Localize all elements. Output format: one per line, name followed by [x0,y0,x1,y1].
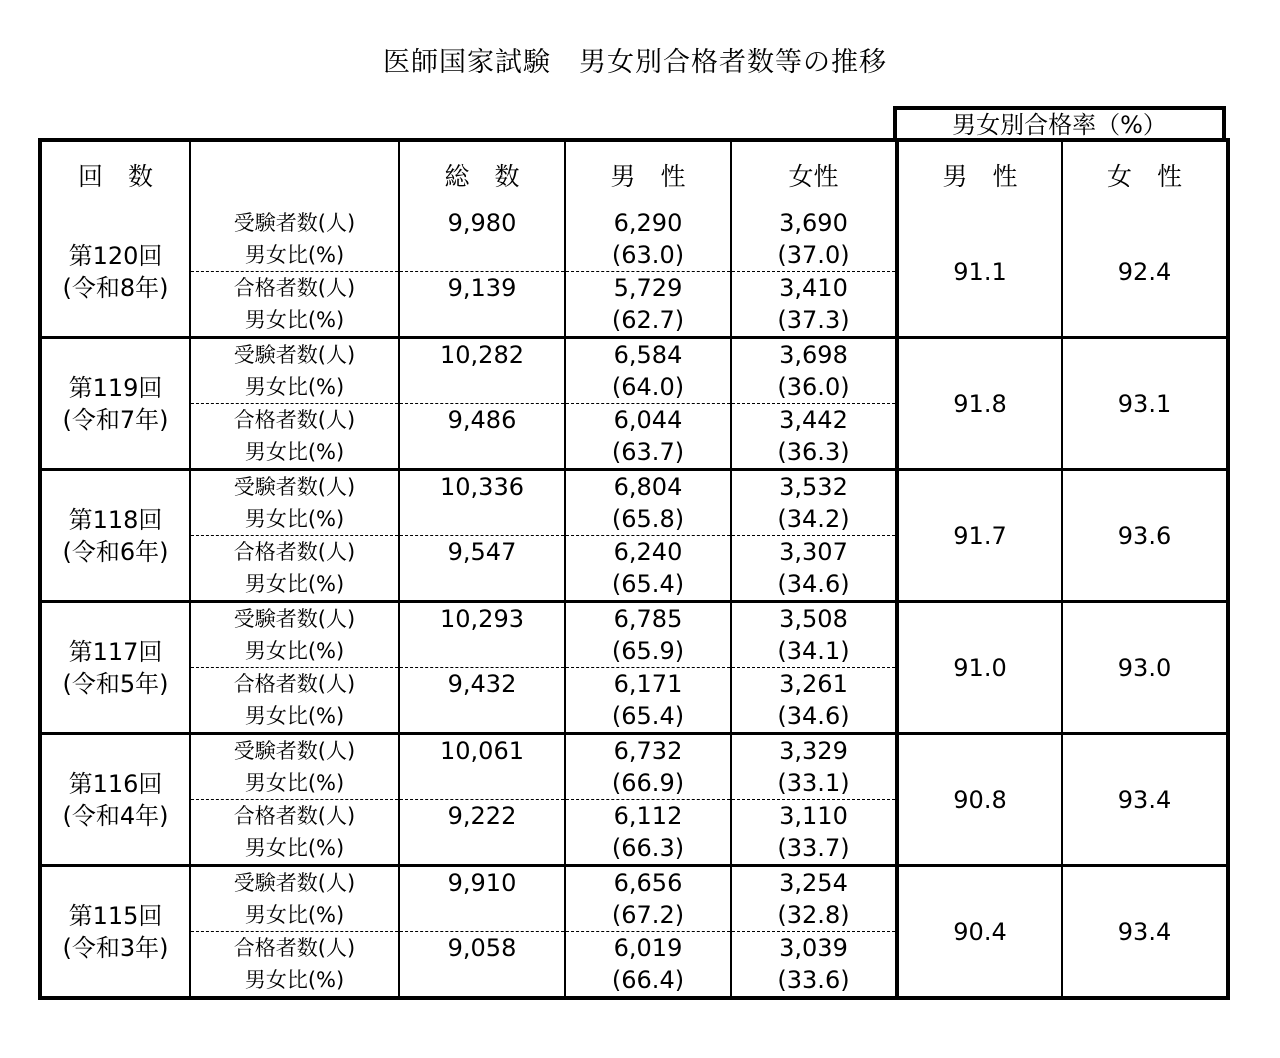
passers-label-top: 合格者数(人) [233,804,356,828]
examinees-total-top: 10,061 [440,737,524,765]
examinees-female-bottom: (34.2) [777,505,850,533]
pass-rate-male: 90.8 [897,734,1062,866]
examinees-female [731,866,897,932]
passers-total-top: 9,058 [447,934,517,962]
passers-female-top: 3,410 [779,274,848,302]
examinees-label-bottom: 男女比(%) [244,243,345,267]
round-era: (令和6年) [62,537,169,566]
examinees-male [565,734,731,800]
round-number: 第116回 [68,769,163,798]
examinees-label [190,338,399,404]
col-header-rate-female: 女 性 [1062,140,1228,207]
examinees-female [731,207,897,272]
page-title: 医師国家試験 男女別合格者数等の推移 [383,47,887,78]
pass-rate-female: 93.0 [1062,602,1228,734]
examinees-total-top: 10,282 [440,341,524,369]
pass-rate-female: 93.6 [1062,470,1228,602]
passers-male-top: 6,044 [613,406,683,434]
passers-male-bottom: (66.4) [611,966,685,994]
examinees-male-bottom: (65.9) [611,637,685,665]
passers-male-top: 6,112 [613,802,683,830]
passers-female [731,668,897,734]
examinees-male-top: 6,290 [613,209,683,237]
passers-label-bottom: 男女比(%) [244,836,345,860]
examinees-total [399,338,565,404]
examinees-total-bottom [400,503,564,535]
passers-total-top: 9,432 [447,670,517,698]
examinees-total [399,470,565,536]
examinees-male [565,602,731,668]
examinees-total [399,866,565,932]
passers-female-top: 3,261 [779,670,848,698]
passers-total-bottom [400,568,564,600]
pass-rate-female: 92.4 [1062,207,1228,338]
examinees-male-bottom: (64.0) [611,373,685,401]
pass-rate-male: 91.1 [897,207,1062,338]
passers-total-top: 9,486 [447,406,517,434]
examinees-male-top: 6,656 [613,869,683,897]
examinees-female-bottom: (37.0) [777,241,850,269]
passers-total [399,404,565,470]
passers-total [399,536,565,602]
passers-female-top: 3,442 [779,406,848,434]
examinees-male [565,338,731,404]
passers-label [190,668,399,734]
passers-total-bottom [400,832,564,864]
examinees-label-top: 受験者数(人) [233,739,356,763]
round-era: (令和5年) [62,669,169,698]
round-cell [40,602,190,734]
examinees-label-bottom: 男女比(%) [244,771,345,795]
round-cell [40,734,190,866]
pass-rate-male: 91.8 [897,338,1062,470]
examinees-total-top: 10,336 [440,473,524,501]
passers-label-top: 合格者数(人) [233,672,356,696]
round-number: 第119回 [68,373,163,402]
round-number: 第118回 [68,505,163,534]
passers-label-top: 合格者数(人) [233,408,356,432]
pass-rate-male: 91.7 [897,470,1062,602]
passers-total-bottom [400,436,564,468]
examinees-male [565,207,731,272]
examinees-total-bottom [400,899,564,931]
examinees-total [399,602,565,668]
table-row-examinees [40,602,1228,668]
passers-female [731,404,897,470]
examinees-female-top: 3,254 [779,869,848,897]
col-header-rate-male: 男 性 [897,140,1062,207]
passers-female [731,536,897,602]
passers-label [190,404,399,470]
examinees-male-top: 6,804 [613,473,683,501]
passers-label [190,932,399,999]
passers-label-bottom: 男女比(%) [244,704,345,728]
passers-male-top: 6,240 [613,538,683,566]
passers-male [565,932,731,999]
passers-male [565,800,731,866]
examinees-label-top: 受験者数(人) [233,211,356,235]
examinees-female [731,734,897,800]
passers-label-bottom: 男女比(%) [244,572,345,596]
pass-rate-female: 93.4 [1062,734,1228,866]
passers-total-top: 9,547 [447,538,517,566]
round-cell [40,866,190,999]
examinees-female-bottom: (33.1) [777,769,850,797]
round-number: 第117回 [68,637,163,666]
round-cell [40,207,190,338]
passers-female [731,932,897,999]
column-header-row [40,140,1228,207]
passers-female-top: 3,039 [779,934,848,962]
examinees-label-top: 受験者数(人) [233,343,356,367]
pass-rate-female: 93.4 [1062,866,1228,999]
passers-total-bottom [400,304,564,336]
passers-female-top: 3,307 [779,538,848,566]
examinees-male-bottom: (65.8) [611,505,685,533]
passers-female [731,800,897,866]
passers-label-bottom: 男女比(%) [244,440,345,464]
pass-rate-female: 93.1 [1062,338,1228,470]
passers-male-bottom: (62.7) [611,306,685,334]
examinees-label [190,470,399,536]
pass-rate-male: 91.0 [897,602,1062,734]
examinees-total-top: 9,910 [447,869,517,897]
passers-total [399,272,565,338]
passers-male-bottom: (63.7) [611,438,685,466]
passers-female-bottom: (33.6) [777,966,850,994]
passers-total-top: 9,139 [447,274,517,302]
examinees-male [565,866,731,932]
table-row-examinees [40,866,1228,932]
passers-total-bottom [400,964,564,996]
passers-label [190,536,399,602]
examinees-label-top: 受験者数(人) [233,607,356,631]
examinees-total [399,207,565,272]
examinees-label [190,866,399,932]
table-row-examinees [40,734,1228,800]
passers-label-top: 合格者数(人) [233,540,356,564]
examinees-female-top: 3,329 [779,737,848,765]
round-era: (令和4年) [62,801,169,830]
examinees-female-top: 3,532 [779,473,848,501]
examinees-label-bottom: 男女比(%) [244,639,345,663]
table-row-examinees [40,338,1228,404]
exam-results-table [38,138,1230,1000]
round-cell [40,470,190,602]
passers-female-bottom: (33.7) [777,834,850,862]
examinees-female [731,470,897,536]
examinees-label [190,734,399,800]
pass-rate-header: 男女別合格率（%） [893,106,1226,140]
examinees-male-top: 6,732 [613,737,683,765]
examinees-female [731,338,897,404]
pass-rate-male: 90.4 [897,866,1062,999]
passers-label [190,272,399,338]
table-row-examinees [40,470,1228,536]
examinees-total-bottom [400,371,564,403]
passers-total [399,668,565,734]
examinees-female [731,602,897,668]
examinees-male-top: 6,584 [613,341,683,369]
passers-total-bottom [400,700,564,732]
examinees-total-bottom [400,767,564,799]
passers-total-top: 9,222 [447,802,517,830]
passers-label-bottom: 男女比(%) [244,968,345,992]
passers-male-top: 6,171 [613,670,683,698]
passers-total [399,800,565,866]
passers-female-bottom: (36.3) [777,438,850,466]
round-era: (令和8年) [62,273,169,302]
examinees-female-bottom: (34.1) [777,637,850,665]
examinees-male-top: 6,785 [613,605,683,633]
col-header-round: 回 数 [40,140,190,207]
passers-male-top: 6,019 [613,934,683,962]
round-era: (令和7年) [62,405,169,434]
passers-female-bottom: (34.6) [777,570,850,598]
examinees-total [399,734,565,800]
examinees-male-bottom: (67.2) [611,901,685,929]
examinees-label-bottom: 男女比(%) [244,375,345,399]
passers-total [399,932,565,999]
round-cell [40,338,190,470]
examinees-total-bottom [400,635,564,667]
examinees-female-bottom: (32.8) [777,901,850,929]
examinees-label [190,207,399,272]
examinees-female-bottom: (36.0) [777,373,850,401]
examinees-female-top: 3,698 [779,341,848,369]
passers-male [565,404,731,470]
examinees-male-bottom: (66.9) [611,769,685,797]
examinees-label-top: 受験者数(人) [233,475,356,499]
passers-female-bottom: (34.6) [777,702,850,730]
examinees-label-top: 受験者数(人) [233,871,356,895]
col-header-total: 総 数 [399,140,565,207]
passers-male-bottom: (65.4) [611,570,685,598]
examinees-female-top: 3,508 [779,605,848,633]
round-era: (令和3年) [62,933,169,962]
passers-male-top: 5,729 [613,274,683,302]
passers-label [190,800,399,866]
examinees-label [190,602,399,668]
passers-label-bottom: 男女比(%) [244,308,345,332]
examinees-male-bottom: (63.0) [611,241,685,269]
passers-male [565,668,731,734]
examinees-total-top: 9,980 [447,209,517,237]
passers-female-bottom: (37.3) [777,306,850,334]
passers-female [731,272,897,338]
passers-male-bottom: (65.4) [611,702,685,730]
col-header-label [190,140,399,207]
passers-female-top: 3,110 [779,802,848,830]
examinees-total-top: 10,293 [440,605,524,633]
examinees-label-bottom: 男女比(%) [244,903,345,927]
examinees-label-bottom: 男女比(%) [244,507,345,531]
passers-label-top: 合格者数(人) [233,936,356,960]
passers-label-top: 合格者数(人) [233,276,356,300]
table-row-examinees [40,207,1228,272]
round-number: 第115回 [68,901,163,930]
round-number: 第120回 [68,241,163,270]
col-header-male: 男 性 [565,140,731,207]
examinees-male [565,470,731,536]
examinees-total-bottom [400,239,564,271]
passers-male-bottom: (66.3) [611,834,685,862]
passers-male [565,536,731,602]
passers-male [565,272,731,338]
examinees-female-top: 3,690 [779,209,848,237]
col-header-female: 女性 [731,140,897,207]
